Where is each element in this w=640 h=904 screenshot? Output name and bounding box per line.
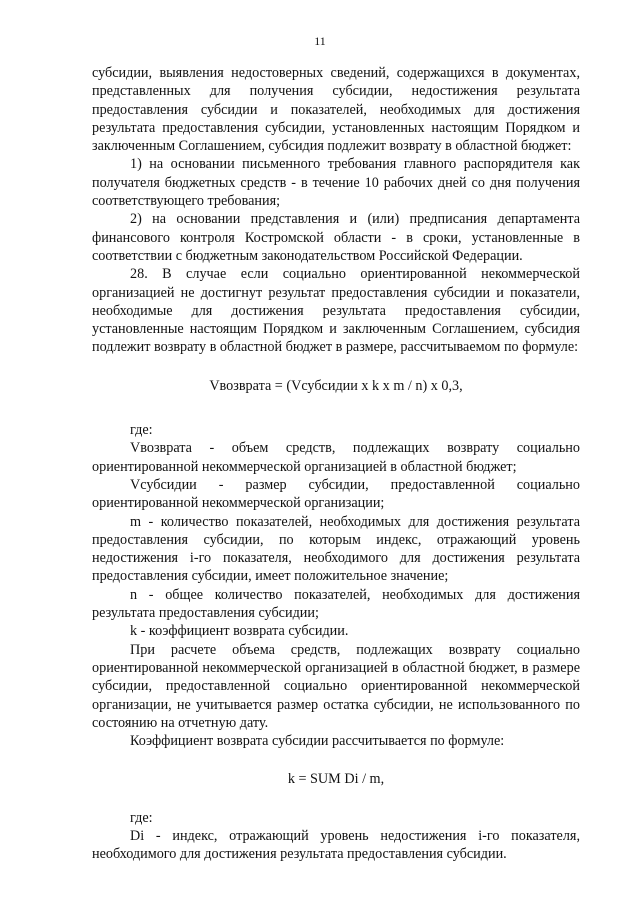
paragraph-coefficient-intro: Коэффициент возврата субсидии рассчитывается по формуле: (130, 733, 505, 750)
definition-k: k - коэффициент возврата субсидии. (130, 623, 349, 640)
definition-v-subsidy: Vсубсидии - размер субсидии, предоставленной социально ориентированной некоммерческой организации; (92, 476, 580, 512)
where-label-1: где: (130, 422, 153, 439)
paragraph-calculation-note: При расчете объема средств, подлежащих возврату социально ориентированной некоммерческой организацией в областной бюджет, в размере субсидии, предоставленной социально ориентированной некоммерческой организации, не учитывается размер остатка субсидии, не использованного по состоянию на отчетную дату. (92, 641, 580, 731)
document-body (92, 64, 580, 864)
formula-return-volume: Vвозврата = (Vсубсидии x k x m / n) x 0,3, (209, 377, 463, 394)
page-number: 11 (314, 34, 326, 48)
paragraph-28: 28. В случае если социально ориентированной некоммерческой организацией не достигнут результат предоставления субсидии и показатели, необходимые для достижения результата предоставления субсидии, установленные настоящим Порядком и заключенным Соглашением, субсидия подлежит возврату в областной бюджет в размере, рассчитываемом по формуле: (92, 266, 580, 356)
paragraph-continuation: субсидии, выявления недостоверных сведений, содержащихся в документах, представленных для получения субсидии, недостижения результата предоставления субсидии и показателей, необходимых для достижения результата предоставления субсидии, установленных настоящим Порядком и заключенным Соглашением, субсидия подлежит возврату в областной бюджет: (92, 65, 580, 155)
definition-m: m - количество показателей, необходимых для достижения результата предоставления субсидии, по которым индекс, отражающий уровень недостижения i-го показателя, необходимого для достижения результата предоставления субсидии, имеет положительное значение; (92, 513, 580, 585)
paragraph-item-1: 1) на основании письменного требования главного распорядителя как получателя бюджетных средств - в течение 10 рабочих дней со дня получения соответствующего требования; (92, 156, 580, 210)
paragraph-item-2: 2) на основании представления и (или) предписания департамента финансового контроля Костромской области - в сроки, установленные в соответствии с бюджетным законодательством Российской Федерации. (92, 211, 580, 264)
definition-v-return: Vвозврата - объем средств, подлежащих возврату социально ориентированной некоммерческой организацией в областной бюджет; (92, 440, 580, 475)
where-label-2: где: (130, 809, 153, 826)
definition-di: Di - индекс, отражающий уровень недостижения i-го показателя, необходимого для достижения результата предоставления субсидии. (92, 827, 580, 863)
definition-n: n - общее количество показателей, необходимых для достижения результата предоставления субсидии; (92, 586, 580, 622)
formula-coefficient: k = SUM Di / m, (287, 771, 385, 788)
